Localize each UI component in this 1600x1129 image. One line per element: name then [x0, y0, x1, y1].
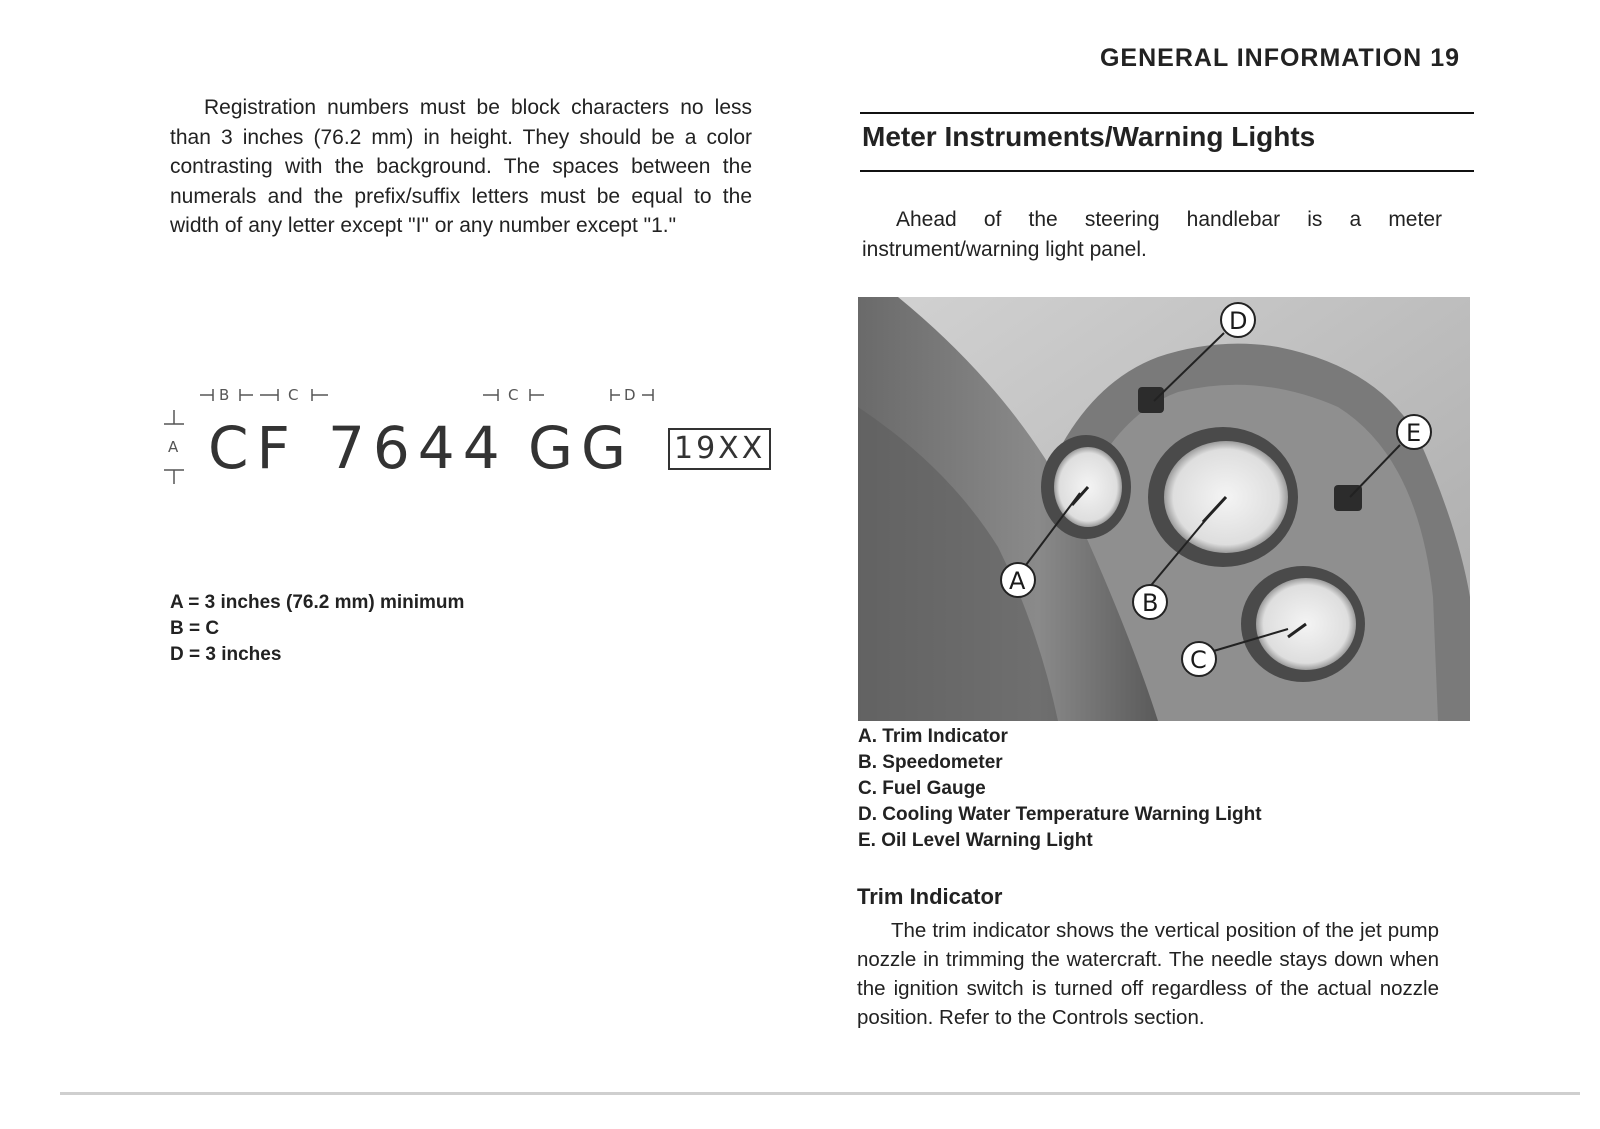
- page-number: 19: [1430, 44, 1460, 72]
- registration-text: Registration numbers must be block characters no less than 3 inches (76.2 mm) in height. They should be a color contrasting with the background. The spaces between the numerals and the prefix/suffix letters must be equal to the width of any letter except "I" or any number except "1.": [170, 96, 752, 237]
- page-header: [1100, 44, 1460, 73]
- photo-legend-item: E. Oil Level Warning Light: [858, 830, 1093, 851]
- trim-paragraph: [857, 916, 1439, 1032]
- intro-text: Ahead of the steering handlebar is a meter instrument/warning light panel.: [862, 208, 1442, 261]
- registration-plate-diagram: [158, 378, 788, 518]
- plate-number: 7644: [328, 414, 508, 482]
- plate-year-box: 19XX: [668, 428, 771, 470]
- header-section-title: GENERAL INFORMATION: [1099, 44, 1423, 72]
- section-rule-top: [860, 112, 1474, 114]
- plate-suffix: GG: [528, 414, 634, 482]
- dim-label-c: C: [508, 386, 519, 404]
- dim-label-b: B: [219, 386, 230, 404]
- page-bottom-edge: [60, 1092, 1580, 1095]
- plate-legend: [170, 590, 464, 668]
- callout-b: B: [1142, 589, 1159, 617]
- photo-legend-item: B. Speedometer: [858, 752, 1003, 773]
- callout-c: C: [1190, 646, 1207, 674]
- photo-legend: [858, 724, 1262, 854]
- photo-legend-item: C. Fuel Gauge: [858, 778, 986, 799]
- subsection-title: Trim Indicator: [857, 884, 1003, 909]
- registration-paragraph: [170, 93, 752, 241]
- instrument-panel-photo: [858, 297, 1470, 721]
- dim-label-c: C: [288, 386, 299, 404]
- section-rule-bottom: [860, 170, 1474, 172]
- dim-label-a: A: [168, 438, 179, 456]
- legend-item: D = 3 inches: [170, 644, 282, 665]
- intro-paragraph: [862, 205, 1442, 264]
- photo-legend-item: A. Trim Indicator: [858, 726, 1008, 747]
- callout-e: E: [1406, 419, 1422, 447]
- photo-legend-item: D. Cooling Water Temperature Warning Light: [858, 804, 1262, 825]
- legend-item: B = C: [170, 618, 220, 639]
- instrument-panel-illustration: [858, 297, 1470, 721]
- callout-d: D: [1229, 307, 1248, 335]
- section-title: Meter Instruments/Warning Lights: [862, 121, 1316, 152]
- callout-a: A: [1009, 567, 1026, 595]
- dim-label-d: D: [624, 386, 636, 404]
- plate-prefix: CF: [208, 414, 298, 482]
- legend-item: A = 3 inches (76.2 mm) minimum: [170, 592, 465, 613]
- trim-text: The trim indicator shows the vertical position of the jet pump nozzle in trimming the watercraft. The needle stays down when the ignition switch is turned off regardless of the actual nozzle position. Refer to the Controls section.: [857, 919, 1439, 1029]
